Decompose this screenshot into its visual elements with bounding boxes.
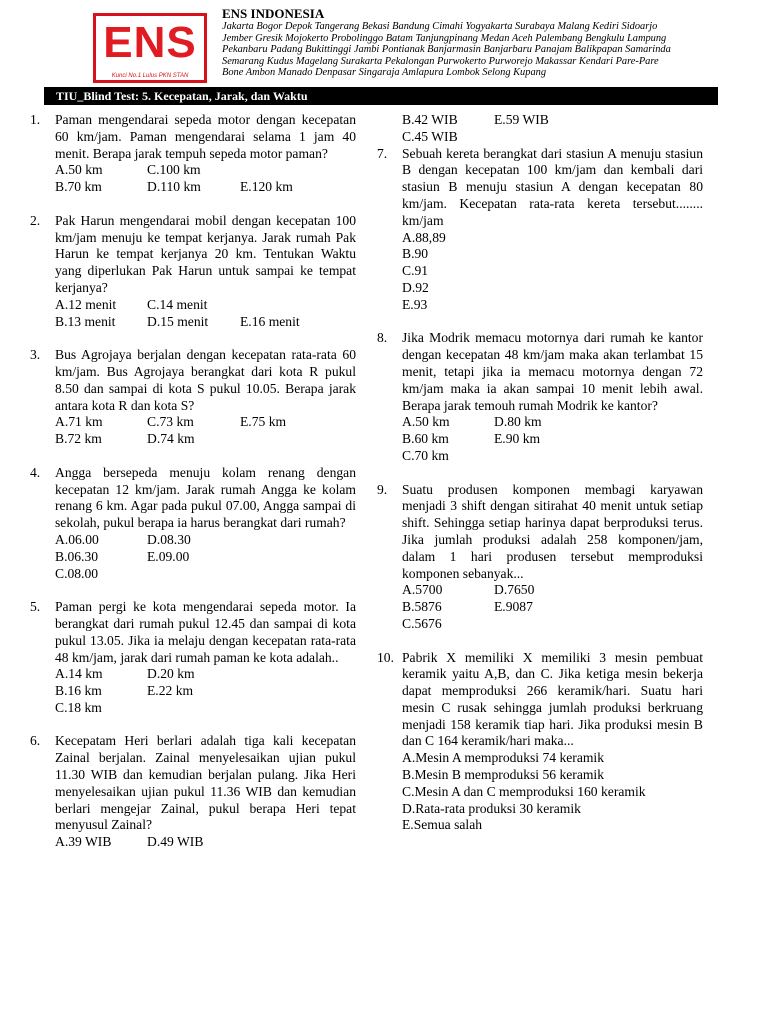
question-10 xyxy=(377,650,703,835)
option: D.110 km xyxy=(147,179,201,195)
question-text: Pabrik X memiliki X memiliki 3 mesin pembuat keramik yaitu A,B, dan C. Jika ketiga mesin bekerja dapat memproduksi 266 keramik/hari. Suatu hari mesin C rusak sehingga jumlah produksi berkruang menjadi 158 keramik tiap hari. Jika produksi mesin B dan C 164 keramik/hari maka... xyxy=(402,649,703,749)
question-6 xyxy=(30,733,356,851)
option: A.06.00 xyxy=(55,531,99,547)
question-number: 6. xyxy=(30,733,41,749)
answer-options xyxy=(55,532,356,582)
question-text: Bus Agrojaya berjalan dengan kecepatan rata-rata 60 km/jam. Bus Agrojaya berangkat dari kota R pukul 8.50 dan sampai di kota S pukul 10.05. Berapa jarak antara kota R dan kota S? xyxy=(55,347,356,413)
option: B.90 xyxy=(402,246,429,262)
ens-logo xyxy=(93,13,207,83)
test-title-bar: TIU_Blind Test: 5. Kecepatan, Jarak, dan Waktu xyxy=(44,87,718,105)
question-number: 10. xyxy=(377,649,394,665)
question-text: Pak Harun mengendarai mobil dengan kecepatan 100 km/jam menuju ke tempat kerjanya. Jarak rumah Pak Harun ke tempat kerjanya 20 km. Tentukan Waktu yang diperlukan Pak Harun untuk sampai ke tempat kerjanya? xyxy=(55,212,356,295)
option: C.70 km xyxy=(402,447,449,463)
option: D.20 km xyxy=(147,666,195,682)
question-number: 2. xyxy=(30,212,41,228)
option: E.09.00 xyxy=(147,548,190,564)
option: D.Rata-rata produksi 30 keramik xyxy=(402,800,581,816)
city-line: Semarang Kudus Magelang Surakarta Pekalongan Purwokerto Purworejo Makassar Kendari Pare-Pare xyxy=(222,55,659,67)
option: A.Mesin A memproduksi 74 keramik xyxy=(402,750,605,766)
option: A.50 km xyxy=(55,162,103,178)
answer-options xyxy=(402,112,703,146)
option: C.73 km xyxy=(147,414,194,430)
option: D.49 WIB xyxy=(147,834,204,850)
option: B.60 km xyxy=(402,431,449,447)
answer-options xyxy=(402,750,703,834)
option: B.Mesin B memproduksi 56 keramik xyxy=(402,767,605,783)
question-text: Kecepatam Heri berlari adalah tiga kali kecepatan Zainal berjalan. Zainal menyelesaikan ujian pukul 11.30 WIB dan kemudian berjalan pulang. Jika Heri menyelesaikan ujian pukul 11.36 WIB dan kemudian berlari mengejar Zainal, pukul berapa Heri tepat menyusul Zainal? xyxy=(55,733,356,833)
option: C.45 WIB xyxy=(402,128,458,144)
option xyxy=(494,616,703,633)
option: E.90 km xyxy=(494,431,541,447)
option: A.39 WIB xyxy=(55,834,112,850)
option: C.Mesin A dan C memproduksi 160 keramik xyxy=(402,783,646,799)
option: C.100 km xyxy=(147,162,201,178)
org-name: ENS INDONESIA xyxy=(222,6,325,21)
option: A.5700 xyxy=(402,582,443,598)
option: E.Semua salah xyxy=(402,817,483,833)
question-5 xyxy=(30,599,356,717)
question-number: 5. xyxy=(30,599,41,615)
question-9 xyxy=(377,482,703,633)
question-text: Suatu produsen komponen membagi karyawan menjadi 3 shift dengan sitirahat 40 menit untuk setiap shift. Sehingga setiap harinya dapat berproduksi terus. Jika jumlah produksi adalah 258 komponen/jam, dalam 1 hari produsen tersebut memproduksi komponen sebanyak... xyxy=(402,481,703,581)
answer-options xyxy=(402,582,703,632)
option: E.59 WIB xyxy=(494,112,549,127)
answer-options xyxy=(55,297,356,331)
city-line: Jakarta Bogor Depok Tangerang Bekasi Bandung Cimahi Yogyakarta Surabaya Malang Kediri Sidoarjo xyxy=(222,21,658,32)
answer-options xyxy=(55,162,356,196)
organization-info xyxy=(222,7,712,79)
option xyxy=(147,566,356,583)
option: A.12 menit xyxy=(55,296,117,312)
option: D.74 km xyxy=(147,431,195,447)
question-2 xyxy=(30,213,356,331)
option: B.42 WIB xyxy=(402,112,458,127)
answer-options xyxy=(55,666,356,716)
option: B.72 km xyxy=(55,431,102,447)
question-6-continued xyxy=(377,112,703,146)
question-text: Jika Modrik memacu motornya dari rumah ke kantor dengan kecepatan 48 km/jam maka akan terlambat 15 menit, tetapi jika ia memacu motornya dengan 72 km/jam maka ia akan sampai 10 menit lebih awal. Berapa jarak temouh rumah Modrik ke kantor? xyxy=(402,330,703,413)
city-line: Jember Gresik Mojokerto Probolinggo Batam Tanjungpinang Medan Aceh Palembang Bengkulu Lampung xyxy=(222,32,667,44)
option: E.22 km xyxy=(147,683,194,699)
question-text: Angga bersepeda menuju kolam renang dengan kecepatan 12 km/jam. Jarak rumah Angga ke kolam renang 6 km. Agar pada pukul 07.00, Angga sampai di sekolah, pukul berapa ia harus berangkat dari rumah? xyxy=(55,464,356,531)
question-number: 1. xyxy=(30,112,41,127)
option xyxy=(147,700,356,717)
city-line: Pekanbaru Padang Bukittinggi Jambi Pontianak Banjarmasin Banjarbaru Panajam Balikpapan Samarinda xyxy=(222,44,671,55)
question-7 xyxy=(377,146,703,314)
answer-options xyxy=(402,414,703,464)
answer-options xyxy=(55,414,356,448)
option: C.08.00 xyxy=(55,565,99,581)
option: B.16 km xyxy=(55,683,102,699)
option: D.15 menit xyxy=(147,313,209,329)
option: A.14 km xyxy=(55,666,103,682)
option: A.50 km xyxy=(402,414,450,430)
question-3 xyxy=(30,347,356,448)
option xyxy=(494,129,703,146)
question-number: 9. xyxy=(377,481,388,497)
option: E.93 xyxy=(402,296,428,312)
option: A.71 km xyxy=(55,414,103,430)
option: B.70 km xyxy=(55,179,102,195)
question-text: Paman mengendarai sepeda motor dengan kecepatan 60 km/jam. Paman mengendarai selama 1 jam 40 menit. Berapa jarak tempuh sepeda motor paman? xyxy=(55,112,356,161)
option: E.120 km xyxy=(240,179,293,195)
left-column xyxy=(30,112,356,851)
question-8 xyxy=(377,330,703,464)
answer-options xyxy=(402,230,703,314)
option xyxy=(240,162,356,179)
option xyxy=(240,431,356,448)
question-number: 7. xyxy=(377,145,388,161)
option: C.91 xyxy=(402,263,429,279)
option: E.75 km xyxy=(240,414,287,430)
right-column xyxy=(377,112,703,834)
question-text: Paman pergi ke kota mengendarai sepeda motor. Ia berangkat dari rumah pukul 12.45 dan sampai di kota pukul 13.05. Jika ia melaju dengan kecepatan rata-rata 48 km/jam, jarak dari rumah paman ke kota adalah.. xyxy=(55,599,356,665)
question-4 xyxy=(30,465,356,583)
question-number: 4. xyxy=(30,464,41,480)
city-list xyxy=(222,21,712,79)
option: B.13 menit xyxy=(55,313,116,329)
option: C.14 menit xyxy=(147,296,208,312)
option: E.16 menit xyxy=(240,313,300,329)
option: E.9087 xyxy=(494,599,533,615)
logo-text: ENS xyxy=(103,18,197,67)
option: B.06.30 xyxy=(55,548,99,564)
answer-options xyxy=(55,834,356,851)
option xyxy=(494,448,703,465)
page-header xyxy=(0,0,768,86)
question-number: 8. xyxy=(377,330,388,346)
option: D.7650 xyxy=(494,582,535,598)
option: B.5876 xyxy=(402,599,442,615)
option: D.92 xyxy=(402,279,429,295)
city-line: Bone Ambon Manado Denpasar Singaraja Amlapura Lombok Selong Kupang xyxy=(222,67,547,78)
question-text: Sebuah kereta berangkat dari stasiun A menuju stasiun B dengan kecepatan 100 km/jam dan kembali dari stasiun B menuju stasiun A dengan kecepatan 80 km/jam. Kecepatan rata-rata kereta tersebut........ km/jam xyxy=(402,145,703,228)
logo-tagline: Kunci No.1 Lulus PKN STAN xyxy=(111,73,189,79)
option: C.5676 xyxy=(402,615,442,631)
question-number: 3. xyxy=(30,347,41,363)
question-1 xyxy=(30,112,356,196)
option: D.80 km xyxy=(494,414,542,430)
option: C.18 km xyxy=(55,699,102,715)
option: D.08.30 xyxy=(147,531,191,547)
option: A.88,89 xyxy=(402,229,446,245)
option xyxy=(240,297,356,314)
